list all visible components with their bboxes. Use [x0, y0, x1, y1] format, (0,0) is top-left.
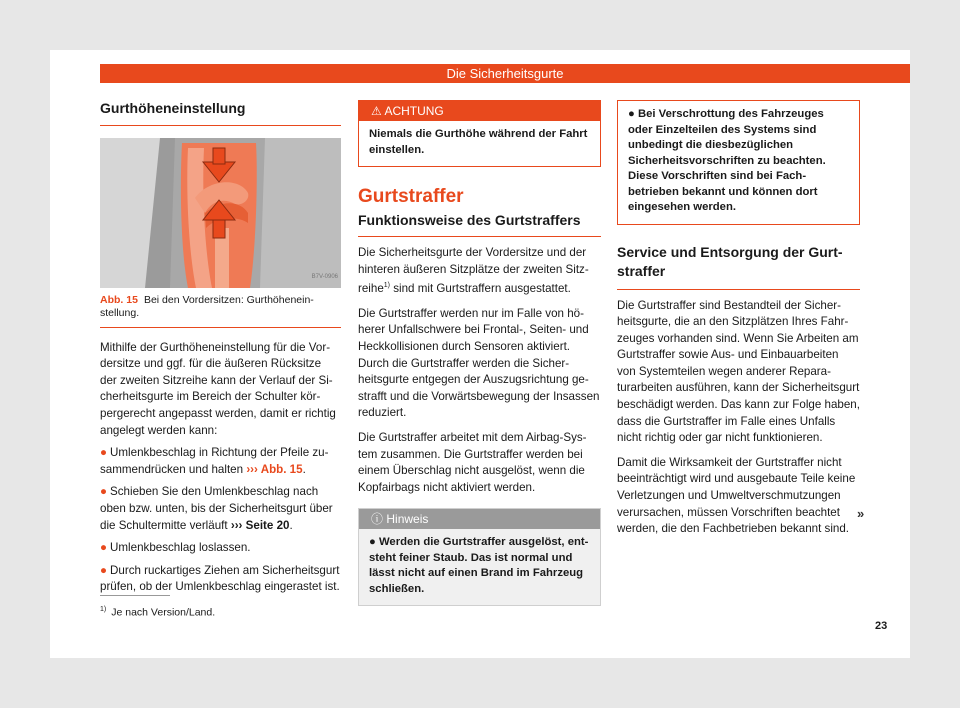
bullet-icon: ● [369, 536, 376, 549]
footnote-divider [100, 595, 170, 596]
page-header: Die Sicherheitsgurte [100, 64, 910, 83]
bullet-icon: ● [628, 108, 635, 120]
note-text: ● Werden die Gurtstraffer ausgelöst, entsteht feiner Staub. Das ist normal und lässt nicht auf einen Brand im Fahrzeug schließen. [369, 536, 589, 595]
list-item: ● Durch ruckartiges Ziehen am Sicherheitsgurt prüfen, ob der Umlenkbeschlag eingerastet ist. [100, 563, 340, 594]
info-icon: ⓘ [371, 512, 384, 527]
paragraph: Die Sicherheitsgurte der Vordersitze und der hinteren äußeren Sitzplätze der zweiten Sitzreihe$^{1)}$ sind mit Gurtstraffern ausgestattet. [358, 246, 589, 296]
footnote-ref: 1) [383, 282, 391, 290]
figure-id: B7V-0906 [311, 274, 338, 280]
note-box [358, 508, 601, 606]
page-number: 23 [875, 620, 888, 632]
column-2 [358, 100, 601, 606]
bullet-icon: ● [100, 446, 108, 460]
manual-page [50, 50, 910, 658]
list-item: ● Schieben Sie den Umlenkbeschlag nach oben bzw. unten, bis der Sicherheitsgurt über die Schultermitte verläuft ››› Seite 20. [100, 485, 333, 532]
belt-adjuster-illustration [100, 138, 341, 288]
warning-box [358, 100, 601, 167]
figure-caption [100, 288, 341, 328]
bullet-icon: ● [100, 541, 108, 555]
bullet-icon: ● [100, 563, 108, 577]
column-3 [617, 100, 860, 538]
paragraph: Damit die Wirksamkeit der Gurtstraffer nicht beeinträchtigt wird und ausgebaute Teile keine Verletzungen und Umweltverschmutzungen verursachen, müssen Vorschriften beachtet werden, die den Fachbetrieben bekannt sind. [617, 455, 856, 536]
sub-heading-function: Funktionsweise des Gurtstraffers [358, 206, 601, 238]
intro-paragraph: Mithilfe der Gurthöheneinstellung für die Vordersitze und ggf. für die äußeren Rücksitze der zweiten Sitzreihe kann der Verlauf der Sicherheitsgurte im Bereich der Schulter körpergerecht angepasst werden, damit er richtig angelegt werden kann: [100, 340, 336, 437]
paragraph: Die Gurtstraffer werden nur im Falle von höherer Unfallschwere bei Frontal-, Seiten- und Heckkollisionen durch Sensoren aktiviert. Durch die Gurtstraffer werden die Sicherheitsgurte entgegen der Auszugsrichtung gestrafft und die Vorwärtsbewegung der Insassen reduziert. [358, 306, 600, 420]
paragraph: Die Gurtstraffer sind Bestandteil der Sicherheitsgurte, die an den Sitzplätzen Ihres Fahrzeuges vorhanden sind. Wenn Sie Arbeiten am Gurtstraffer sowie Aus- und Einbauarbeiten von Systemteilen wegen anderer Reparaturarbeiten ausführen, kann der Sicherheitsgurt beschädigt werden. Das kann zur Folge haben, dass die Gurtstraffer im Falle eines Unfalls nicht richtig oder gar nicht funktionieren. [617, 298, 860, 445]
continue-marker: » [857, 506, 865, 521]
warning-header: ⚠ ACHTUNG [359, 101, 600, 121]
figure-caption-text: Bei den Vordersitzen: Gurthöheneinstellung. [100, 293, 314, 319]
cross-reference-link[interactable]: ››› Seite 20 [230, 518, 290, 532]
list-item: ● Umlenkbeschlag in Richtung der Pfeile zusammendrücken und halten ››› Abb. 15. [100, 446, 329, 476]
belt-height-figure [100, 138, 341, 288]
section-heading-belt-height: Gurthöheneinstellung [100, 100, 341, 126]
section-title-belt-tensioner: Gurtstraffer [358, 186, 464, 207]
column-1 [100, 100, 341, 596]
figure-label: Abb. 15 [100, 293, 138, 306]
warning-triangle-icon: ⚠ [371, 104, 382, 118]
disposal-warning-box: ● Bei Verschrottung des Fahrzeuges oder Einzelteilen des Systems sind unbedingt die diesbezüglichen Sicherheitsvorschriften zu beachten. Diese Vorschriften sind bei Fachbetrieben bekannt und können dort eingesehen werden. [617, 100, 860, 225]
note-header: ⓘ Hinweis [359, 509, 600, 529]
bullet-icon: ● [100, 485, 108, 499]
footnote: $^{1)}$ Je nach Version/Land. [100, 606, 216, 619]
section-heading-service: Service und Entsorgung der Gurtstraffer [617, 243, 860, 290]
paragraph: Die Gurtstraffer arbeitet mit dem Airbag-System zusammen. Die Gurtstraffer werden bei einem Überschlag nicht ausgelöst, wenn die Kopfairbags nicht aktiviert werden. [358, 430, 587, 494]
warning-text: Niemals die Gurthöhe während der Fahrt einstellen. [369, 128, 588, 156]
cross-reference-link[interactable]: ››› Abb. 15 [246, 462, 303, 476]
list-item: ● Umlenkbeschlag loslassen. [100, 541, 251, 555]
